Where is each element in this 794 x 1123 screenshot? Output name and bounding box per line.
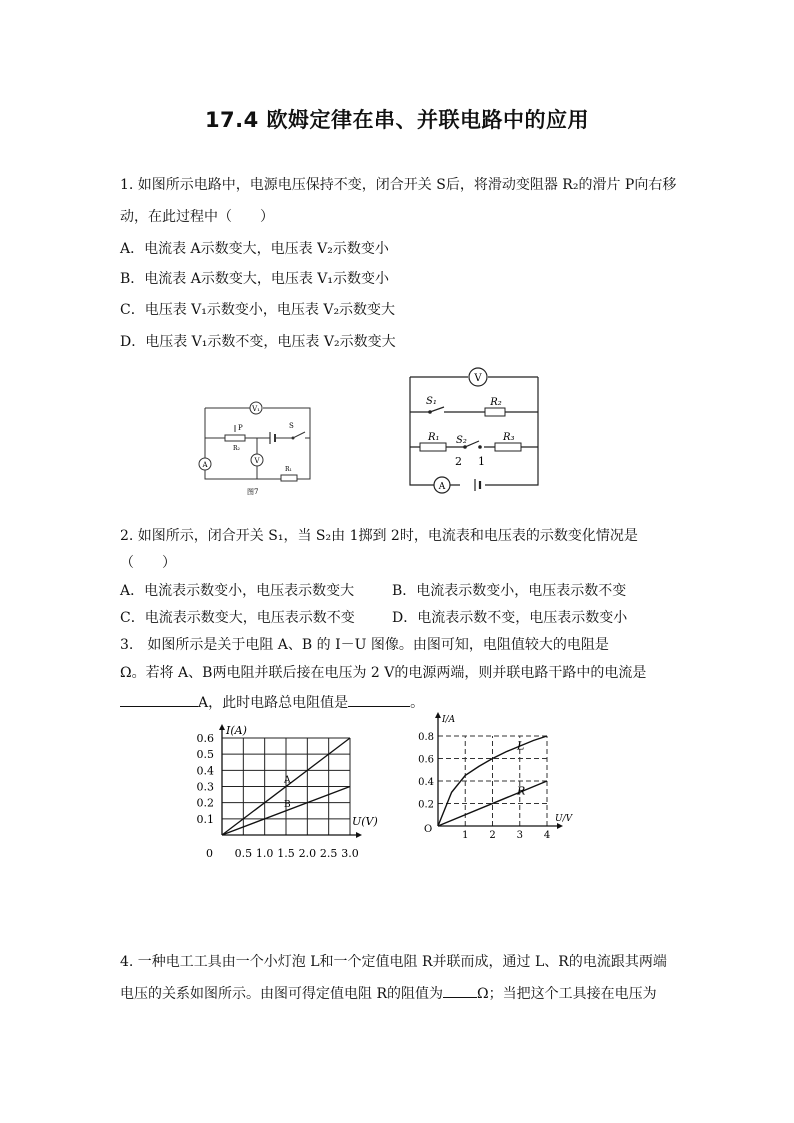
x-tick-label: 4 [543, 830, 551, 841]
v-label: V [474, 373, 482, 384]
resistor-r3-icon [495, 443, 521, 451]
rheostat-r2-icon [225, 435, 245, 441]
x-tick-label: 2.5 [319, 847, 338, 860]
x-tick-label: 1.5 [277, 847, 295, 860]
y-axis-label: I(A) [226, 724, 247, 737]
q1-stem-line-1: 1. 如图所示电路中，电源电压保持不变，闭合开关 S后，将滑动变阻器 R₂的滑片 P向右移 [120, 177, 677, 193]
q3-answer-blank-2 [348, 692, 410, 707]
q3-answer-blank-1 [120, 692, 198, 707]
r2-label: R₂ [233, 445, 240, 452]
s2-label: S₂ [456, 435, 467, 446]
q2-option-b: B．电流表示数变小，电压表示数不变 [392, 583, 627, 599]
q3-stem-line-1: 3. 如图所示是关于电阻 A、B 的 I－U 图像。由图可知，电阻值较大的电阻是 [120, 637, 609, 653]
q3-stem-3b: 。 [410, 695, 425, 711]
y-tick-label: 0.6 [196, 732, 214, 745]
series-label-L: L [517, 739, 525, 753]
v1-label: V₁ [252, 405, 260, 413]
y-tick-label: 0.6 [418, 754, 434, 766]
circuit-figure-7 [195, 395, 315, 500]
s1-label: S₁ [426, 396, 437, 407]
switch-pos-2-label: 2 [455, 455, 462, 468]
q4-stem-line-2 [120, 983, 657, 1003]
y-tick-label: 0.4 [196, 764, 214, 778]
x-tick-label: 3.0 [341, 847, 359, 860]
y-tick-label: 0.1 [196, 812, 214, 826]
q3-stem-line-2: Ω。若将 A、B两电阻并联后接在电压为 2 V的电源两端，则并联电路干路中的电流是 [120, 665, 647, 681]
q2-stem-line-1: 2. 如图所示，闭合开关 S₁，当 S₂由 1掷到 2时，电流表和电压表的示数变化情况是 [120, 528, 638, 544]
y-axis-label: I/A [442, 715, 456, 725]
y-tick-label: 0.3 [196, 780, 214, 794]
x-tick-label: 1.0 [255, 847, 274, 860]
x-tick-label: 0.5 [234, 847, 253, 860]
x-tick-label: 2.0 [298, 847, 317, 860]
page-title: 17.4 欧姆定律在串、并联电路中的应用 [204, 108, 590, 132]
x-axis-label: U(V) [352, 815, 378, 828]
switch-pos-1-label: 1 [478, 455, 485, 468]
circuit-figure-2 [400, 365, 545, 493]
x-tick-label: 2 [489, 830, 496, 841]
r3-label: R₃ [503, 432, 515, 443]
q2-option-d: D．电流表示数不变，电压表示数变小 [392, 610, 628, 626]
origin-label: 0 [206, 847, 213, 860]
q4-stem-2b: Ω；当把这个工具接在电压为 [477, 986, 657, 1002]
series-label-B: B [284, 799, 291, 810]
switch-s-label: S [289, 422, 294, 430]
q3-stem-3a: A，此时电路总电阻值是 [198, 695, 349, 711]
resistor-r1-icon [281, 475, 297, 481]
q1-option-c: C．电压表 V₁示数变小，电压表 V₂示数变大 [120, 302, 396, 318]
x-tick-label: 1 [462, 830, 469, 841]
x-axis-label: U/V [555, 814, 573, 824]
resistor-r2-icon [485, 408, 505, 416]
a-label: A [438, 482, 446, 492]
origin-label: O [424, 824, 433, 835]
y-tick-label: 0.2 [196, 796, 214, 810]
p-label: P [238, 424, 243, 432]
y-tick-label: 0.5 [196, 748, 214, 762]
y-axis-arrow [219, 724, 225, 730]
q1-stem-line-2: 动，在此过程中（ ） [120, 209, 274, 225]
iu-chart-l-r [418, 710, 573, 845]
series-label-R: R [517, 784, 526, 798]
q2-option-c: C．电流表示数变大，电压表示数不变 [120, 610, 355, 626]
q4-stem-line-1: 4. 一种电工工具由一个小灯泡 L和一个定值电阻 R并联而成，通过 L、R的电流跟其两端 [120, 954, 667, 970]
q2-option-a: A．电流表示数变小，电压表示数变大 [120, 583, 355, 599]
x-axis-arrow [356, 832, 362, 838]
iu-chart-a-b [190, 720, 400, 865]
y-tick-label: 0.8 [418, 732, 434, 743]
r1-label: R₁ [285, 466, 292, 473]
q3-stem-line-3 [120, 692, 424, 712]
q4-answer-blank [443, 983, 477, 998]
q1-option-d: D．电压表 V₁示数不变，电压表 V₂示数变大 [120, 334, 396, 350]
q1-option-b: B．电流表 A示数变大，电压表 V₁示数变小 [120, 271, 390, 287]
v2-label: V [254, 457, 260, 465]
x-tick-label: 3 [516, 830, 523, 841]
y-axis-arrow [435, 712, 441, 718]
series-label-A: A [284, 775, 291, 786]
q4-stem-2a: 电压的关系如图所示。由图可得定值电阻 R的阻值为 [120, 986, 443, 1002]
y-tick-label: 0.2 [418, 799, 434, 811]
figure-caption: 图7 [247, 488, 259, 496]
q1-option-a: A．电流表 A示数变大，电压表 V₂示数变小 [120, 241, 389, 257]
r1-label: R₁ [428, 432, 440, 443]
a-label: A [202, 461, 208, 469]
r2-label: R₂ [490, 397, 502, 408]
resistor-r1-icon [420, 443, 446, 451]
y-tick-label: 0.4 [418, 777, 434, 788]
q2-stem-line-2: （ ） [120, 555, 176, 571]
